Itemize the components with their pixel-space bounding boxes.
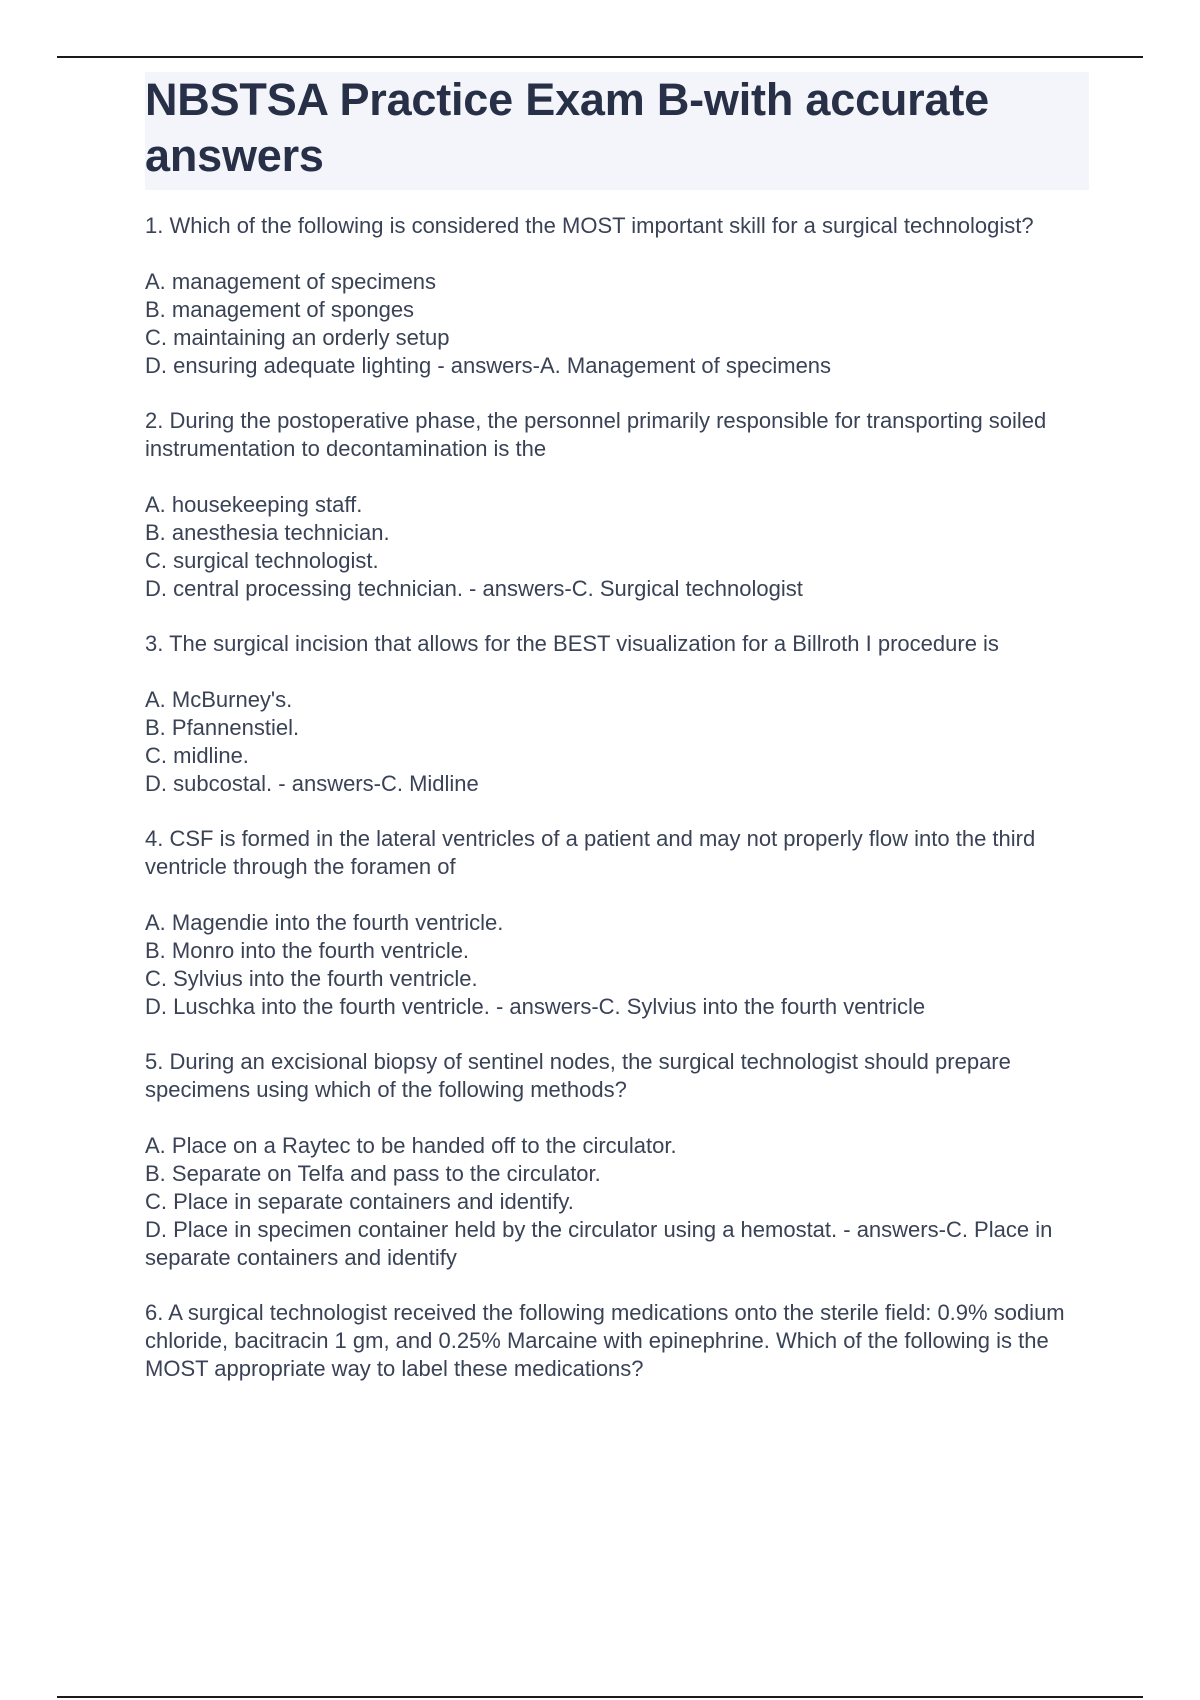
document-body	[145, 72, 1089, 1411]
option-b: B. anesthesia technician.	[145, 520, 390, 545]
question-text: 2. During the postoperative phase, the personnel primarily responsible for transporting soiled instrumentation to decontamination is the	[145, 408, 1047, 461]
question-text: 5. During an excisional biopsy of sentinel nodes, the surgical technologist should prepare specimens using which of the following methods?	[145, 1049, 1011, 1102]
option-a: A. management of specimens	[145, 269, 437, 294]
option-a: A. Place on a Raytec to be handed off to the circulator.	[145, 1133, 677, 1158]
option-b: B. Monro into the fourth ventricle.	[145, 938, 470, 963]
question-1	[145, 212, 1089, 380]
question-text: 1. Which of the following is considered the MOST important skill for a surgical technologist?	[145, 213, 1034, 238]
option-c: C. maintaining an orderly setup	[145, 325, 450, 350]
option-c: C. surgical technologist.	[145, 548, 379, 573]
top-rule	[57, 56, 1143, 58]
option-b: B. Separate on Telfa and pass to the circulator.	[145, 1161, 601, 1186]
question-text: 4. CSF is formed in the lateral ventricles of a patient and may not properly flow into the third ventricle through the foramen of	[145, 826, 1036, 879]
document-title: NBSTSA Practice Exam B-with accurate answers	[145, 72, 1089, 190]
option-d-with-answer: D. subcostal. - answers-C. Midline	[145, 771, 479, 796]
question-5	[145, 1048, 1089, 1272]
question-3	[145, 630, 1089, 798]
question-4	[145, 825, 1089, 1021]
option-d-with-answer: D. central processing technician. - answers-C. Surgical technologist	[145, 576, 803, 601]
bottom-rule	[57, 1696, 1143, 1698]
option-c: C. midline.	[145, 743, 249, 768]
option-b: B. management of sponges	[145, 297, 415, 322]
option-d-with-answer: D. Luschka into the fourth ventricle. - answers-C. Sylvius into the fourth ventricle	[145, 994, 926, 1019]
option-a: A. housekeeping staff.	[145, 492, 363, 517]
question-text: 6. A surgical technologist received the following medications onto the sterile field: 0.9% sodium chloride, bacitracin 1 gm, and 0.25% Marcaine with epinephrine. Which of the following is the MOST appropriate way to label these medications?	[145, 1300, 1065, 1381]
question-2	[145, 407, 1089, 603]
option-d-with-answer: D. ensuring adequate lighting - answers-A. Management of specimens	[145, 353, 832, 378]
option-a: A. Magendie into the fourth ventricle.	[145, 910, 504, 935]
option-c: C. Sylvius into the fourth ventricle.	[145, 966, 478, 991]
option-a: A. McBurney's.	[145, 687, 293, 712]
question-6	[145, 1299, 1089, 1383]
option-b: B. Pfannenstiel.	[145, 715, 300, 740]
option-c: C. Place in separate containers and identify.	[145, 1189, 574, 1214]
option-d-with-answer: D. Place in specimen container held by the circulator using a hemostat. - answers-C. Place in separate containers and identify	[145, 1217, 1053, 1270]
question-text: 3. The surgical incision that allows for the BEST visualization for a Billroth I procedure is	[145, 631, 999, 656]
